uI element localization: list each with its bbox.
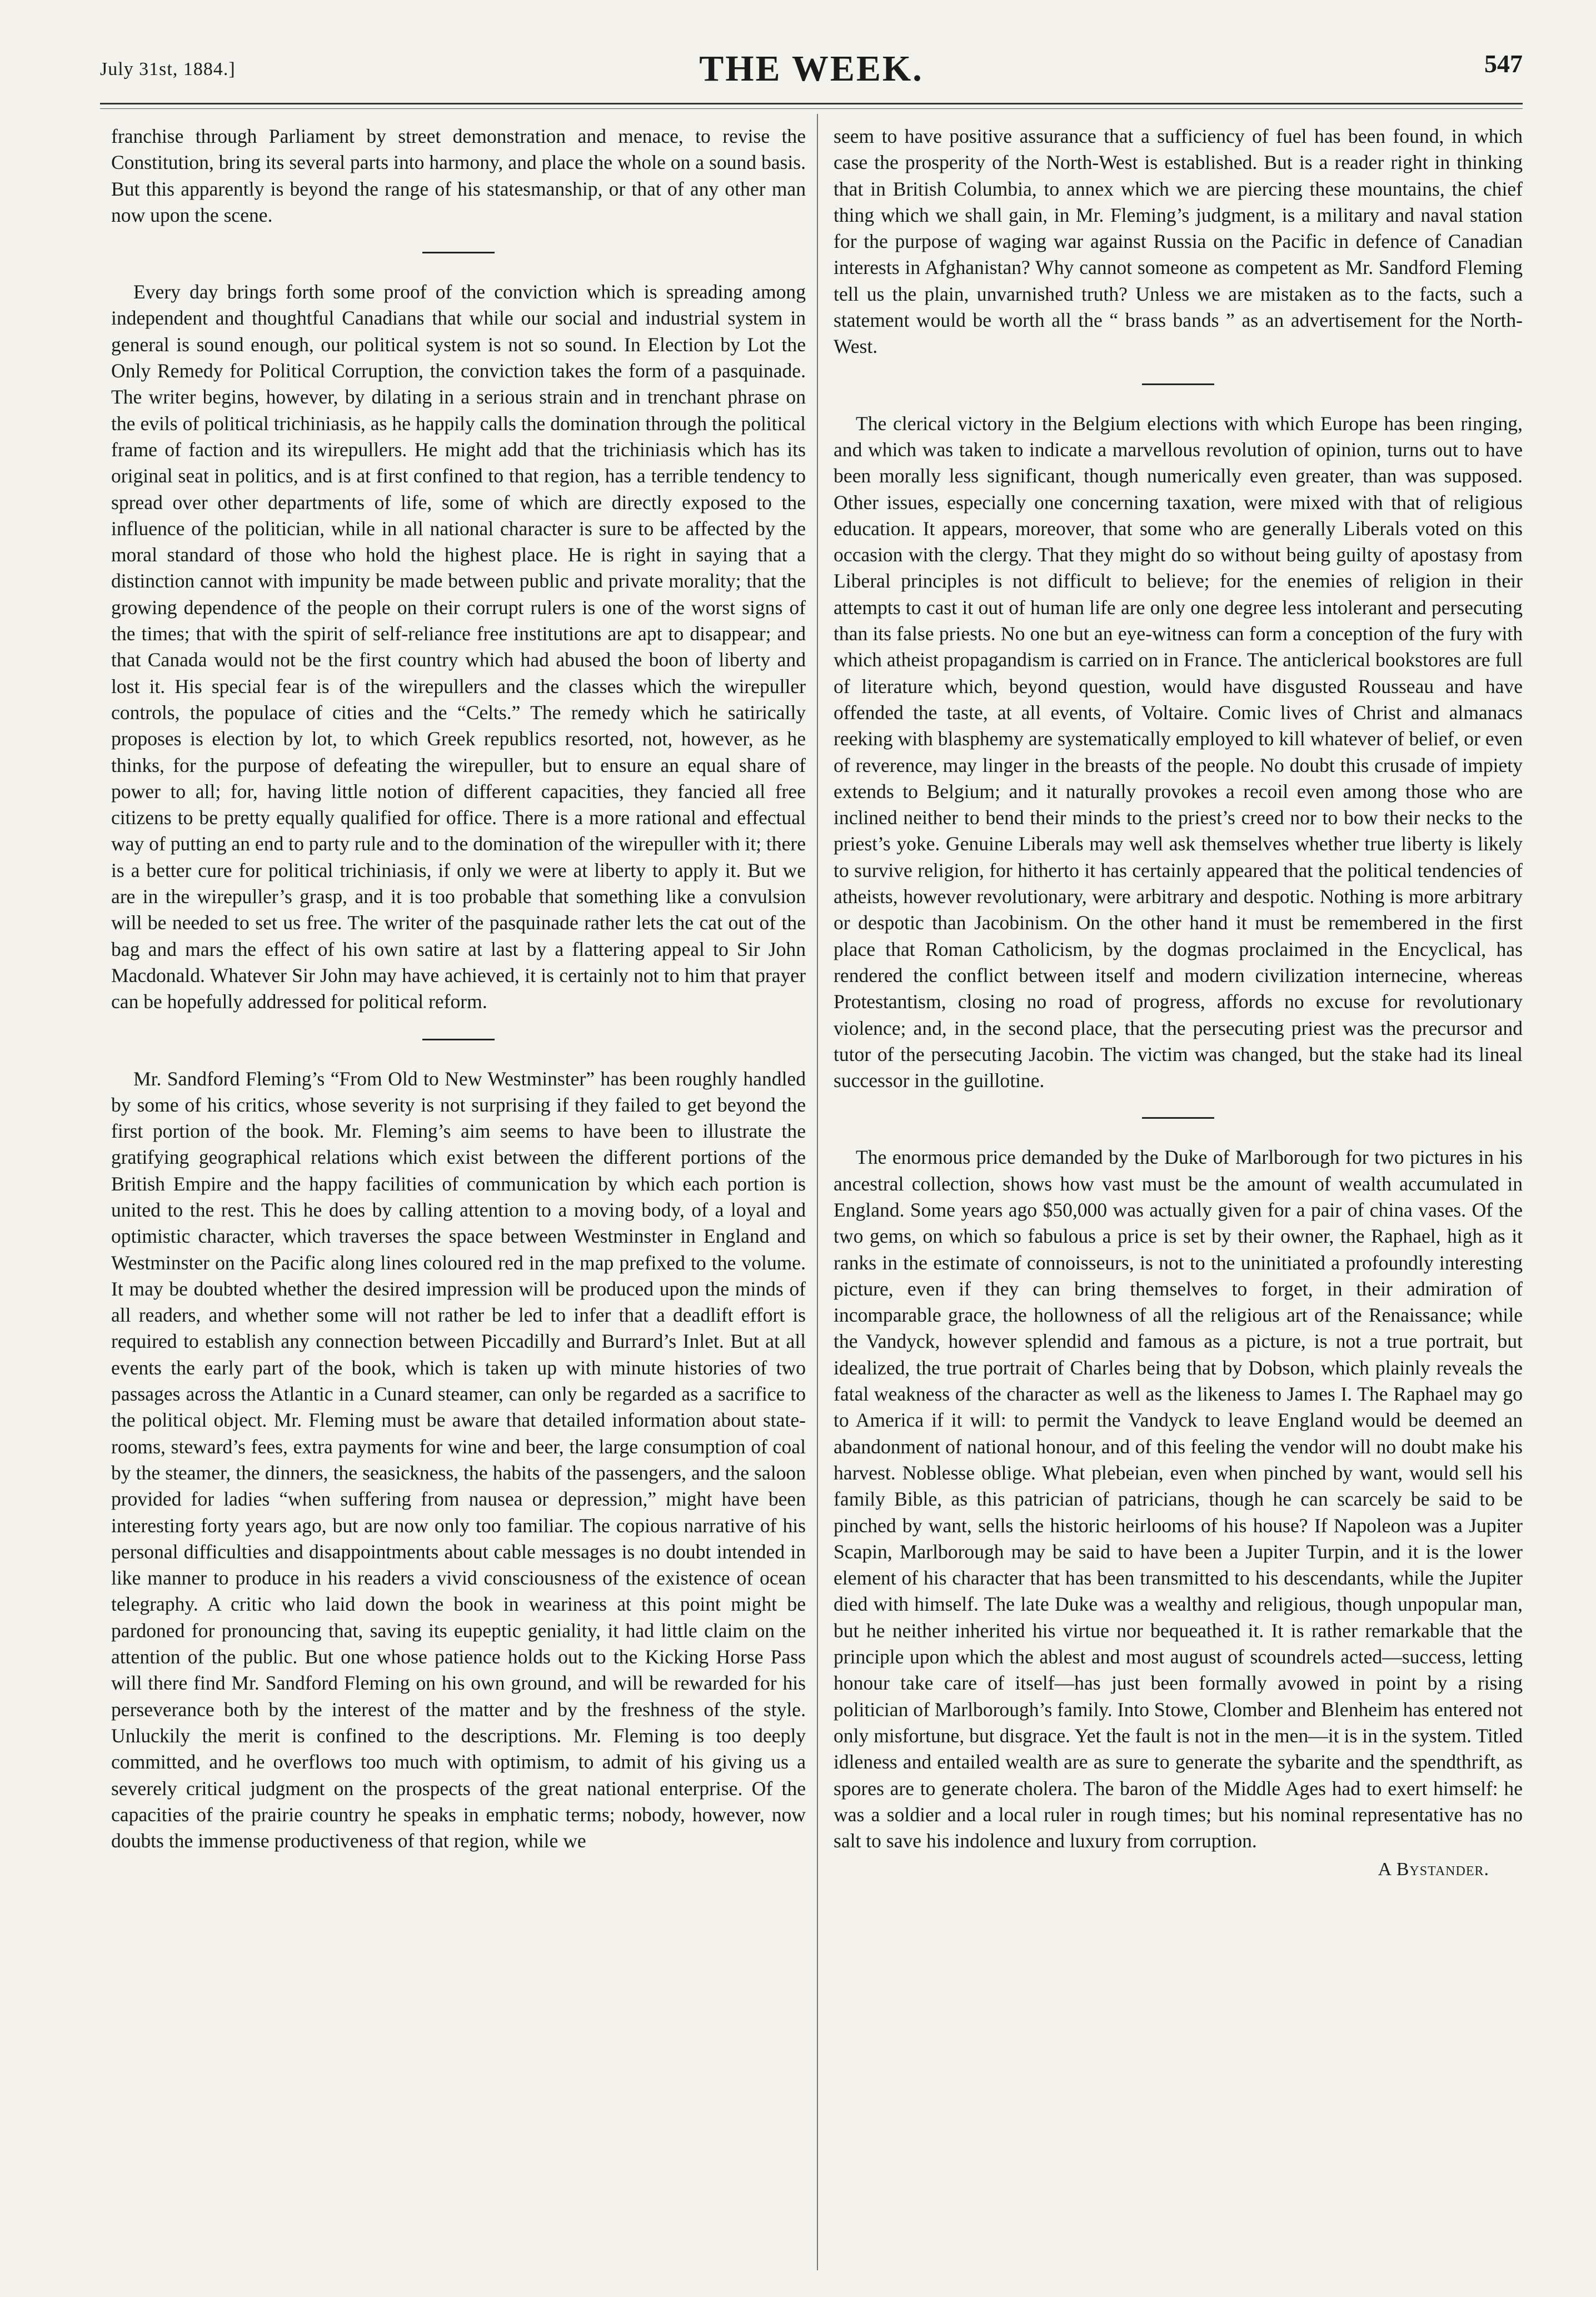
article-paragraph: The clerical victory in the Belgium elections with which Europe has been ringing, and which was taken to indicate a marvellous revolution of opinion, turns out to have been morally less significant, though numerically even greater, than was supposed. Other issues, especially one concerning taxation, were mixed with that of religious education. It appears, moreover, that some who are generally Liberals voted on this occasion with the clergy. That they might do so without being guilty of apostasy from Liberal principles is not difficult to believe; for the enemies of religion in their attempts to cast it out of human life are only one degree less intolerant and persecuting than its false priests. No one but an eye-witness can form a conception of the fury with which atheist propagandism is carried on in France. The anticlerical bookstores are full of literature which, beyond question, would have disgusted Rousseau and have offended the taste, at all events, of Voltaire. Comic lives of Christ and almanacs reeking with blasphemy are systematically employed to kill whatever of belief, or even of reverence, may linger in the breasts of the people. No doubt this crusade of impiety extends to Belgium; and it naturally provokes a recoil even among those who are inclined neither to bend their minds to the priest’s creed nor to bow their necks to the priest’s yoke. Genuine Liberals may well ask themselves whether true liberty is likely to survive religion, for hitherto it has certainly appeared that the political tendencies of atheists, however revolutionary, were arbitrary and despotic. Nothing is more arbitrary or despotic than Jacobinism. On the other hand it must be remembered in the first place that Roman Catholicism, by the dogmas proclaimed in the Encyclical, has rendered the conflict between itself and modern civilization internecine, whereas Protestantism, closing no road of progress, affords no excuse for revolutionary violence; and, in the second place, that the persecuting priest was the precursor and tutor of the persecuting Jacobin. The victim was changed, but the stake had its lineal successor in the guillotine. — [834, 412, 1523, 1092]
right-column — [834, 123, 1523, 1883]
publication-title: THE WEEK. — [699, 48, 924, 89]
header-rule — [100, 103, 1523, 104]
article-paragraph: The enormous price demanded by the Duke of Marlborough for two pictures in his ancestral collection, shows how vast must be the amount of wealth accumulated in England. Some years ago $50,000 was actually given for a pair of china vases. Of the two gems, on which so fabulous a price is set by their owner, the Raphael, high as it ranks in the estimate of connoisseurs, is not to the uninitiated a profoundly interesting picture, even if they can bring themselves to forget, in their admiration of incomparable grace, the hollowness of all the religious art of the Renaissance; while the Vandyck, however splendid and famous as a picture, is not a true portrait, but idealized, the true portrait of Charles being that by Dobson, which plainly reveals the fatal weakness of the character as well as the likeness to James I. The Raphael may go to America if it will: to permit the Vandyck to leave England would be deemed an abandonment of national honour, and of this feeling the vendor will no doubt make his harvest. Noblesse oblige. What plebeian, even when pinched by want, would sell his family Bible, as this patrician of patricians, though he can scarcely be said to be pinched by want, sells the historic heirlooms of his house? If Napoleon was a Jupiter Scapin, Marlborough may be said to have been a Jupiter Turpin, and it is the lower element of his character that has been transmitted to his descendants, while the Jupiter died with himself. The late Duke was a wealthy and religious, though unpopular man, but he neither inherited his virtue nor bequeathed it. It is rather remarkable that the principle upon which the ablest and most august of scoundrels acted—success, letting honour take care of itself—has just been formally avowed in point by a rising politician of Marlborough’s family. Into Stowe, Clomber and Blenheim has entered not only misfortune, but disgrace. Yet the fault is not in the men—it is in the system. Titled idleness and entailed wealth are as sure to generate the sybarite and the spendthrift, as spores are to generate cholera. The baron of the Middle Ages had to exert himself: he was a soldier and a local ruler in rough times; but his nominal representative has no salt to save his indolence and luxury from corruption. — [834, 1146, 1523, 1852]
issue-date: July 31st, 1884.] — [100, 59, 236, 79]
article-paragraph: Mr. Sandford Fleming’s “From Old to New Westminster” has been roughly handled by some of his critics, whose severity is not surprising if they failed to get beyond the first portion of the book. Mr. Fleming’s aim seems to have been to illustrate the gratifying geographical relations which exist between the different portions of the British Empire and the happy facilities of communication by which each portion is united to the rest. This he does by calling attention to a moving body, of a loyal and optimistic character, which traverses the space between Westminster in England and Westminster on the Pacific along lines coloured red in the map prefixed to the volume. It may be doubted whether the desired impression will be produced upon the minds of all readers, and whether some will not rather be led to infer that a deadlift effort is required to establish any connection between Piccadilly and Burrard’s Inlet. But at all events the early part of the book, which is taken up with minute histories of two passages across the Atlantic in a Cunard steamer, can only be regarded as a sacrifice to the political object. Mr. Fleming must be aware that detailed information about state-rooms, steward’s fees, extra payments for wine and beer, the large consumption of coal by the steamer, the dinners, the seasickness, the habits of the passengers, and the saloon provided for ladies “when suffering from nausea or depression,” might have been interesting forty years ago, but are now only too familiar. The copious narrative of his personal difficulties and disappointments about cable messages is no doubt intended in like manner to produce in his readers a vivid consciousness of the existence of ocean telegraphy. A critic who laid down the book in weariness at this point might be pardoned for pronouncing that, saving its eupeptic geniality, it had little claim on the attention of the public. But one whose patience holds out to the Kicking Horse Pass will there find Mr. Sandford Fleming on his own ground, and will be rewarded for his perseverance both by the interest of the matter and by the freshness of the style. Unluckily the merit is confined to the descriptions. Mr. Fleming is too deeply committed, and he overflows too much with optimism, to admit of his giving us a severely critical judgment on the prospects of the great national enterprise. Of the capacities of the prairie country he speaks in emphatic terms; nobody, however, now doubts the immense productiveness of that region, while we — [111, 1067, 806, 1852]
section-separator — [422, 252, 495, 253]
article-paragraph: seem to have positive assurance that a sufficiency of fuel has been found, in which case the prosperity of the North-West is established. But is a reader right in thinking that in British Columbia, to annex which we are piercing these mountains, the chief thing which we shall gain, in Mr. Fleming’s judgment, is a military and naval station for the purpose of waging war against Russia on the Pacific in defence of Canadian interests in Afghanistan? Why cannot someone as competent as Mr. Sandford Fleming tell us the plain, unvarnished truth? Unless we are mistaken as to the facts, such a statement would be worth all the “ brass bands ” as an advertisement for the North-West. — [834, 125, 1523, 358]
section-separator — [1142, 1117, 1214, 1119]
section-separator — [1142, 383, 1214, 385]
header-rule-thin — [100, 108, 1523, 109]
author-signature: A Bystander. — [1378, 1859, 1489, 1880]
section-separator — [422, 1039, 495, 1040]
page-number: 547 — [1484, 49, 1523, 78]
column-divider — [817, 114, 818, 2270]
article-paragraph: franchise through Parliament by street demonstration and menace, to revise the Constitution, bring its several parts into harmony, and place the whole on a sound basis. But this apparently is beyond the range of his statesmanship, or that of any other man now upon the scene. — [111, 125, 806, 226]
article-paragraph: Every day brings forth some proof of the conviction which is spreading among independent and thoughtful Canadians that while our social and industrial system in general is sound enough, our political system is not so sound. In Election by Lot the Only Remedy for Political Corruption, the conviction takes the form of a pasquinade. The writer begins, however, by dilating in a serious strain and in trenchant phrase on the evils of political trichiniasis, as he happily calls the domination through the political frame of faction and its wirepullers. He might add that the trichiniasis which has its original seat in politics, and is at first confined to that region, has a terrible tendency to spread over other departments of life, some of which are directly exposed to the influence of the politician, while in all national character is sure to be affected by the moral standard of those who hold the highest place. He is right in saying that a distinction cannot with impunity be made between public and private morality; that the growing dependence of the people on their corrupt rulers is one of the worst signs of the times; that with the spirit of self-reliance free institutions are apt to disappear; and that Canada would not be the first country which had abused the boon of liberty and lost it. His special fear is of the wirepullers and the classes which the wirepuller controls, the populace of cities and the “Celts.” The remedy which he satirically proposes is election by lot, to which Greek republics resorted, not, however, as he thinks, for the purpose of defeating the wirepuller, but to ensure an equal share of power to all; for, having little notion of different capacities, they fancied all free citizens to be pretty equally qualified for office. There is a more rational and effectual way of putting an end to party rule and to the domination of the wirepuller with it; there is a better cure for political trichiniasis, if only we were at liberty to apply it. But we are in the wirepuller’s grasp, and it is too probable that something like a convulsion will be needed to set us free. The writer of the pasquinade rather lets the cat out of the bag and mars the effect of his own satire at last by a flattering appeal to Sir John Macdonald. Whatever Sir John may have achieved, it is certainly not to him that prayer can be hopefully addressed for political reform. — [111, 281, 806, 1013]
left-column — [111, 123, 806, 1854]
page-header — [100, 43, 1523, 104]
